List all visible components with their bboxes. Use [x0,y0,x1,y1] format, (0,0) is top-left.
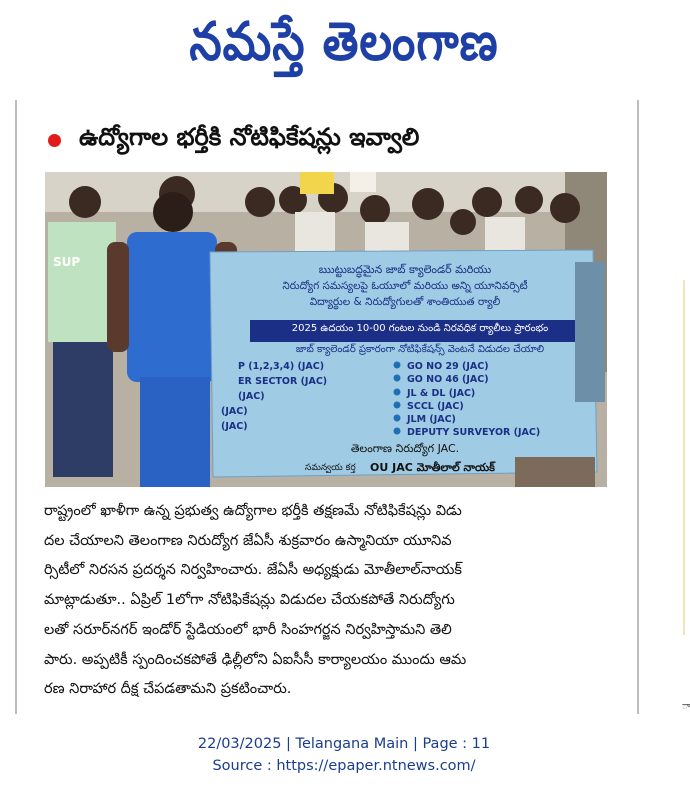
banner-left-item: (JAC) [238,391,265,402]
banner-footer-1: తెలంగాణ నిరుద్యోగ JAC. [350,442,460,455]
banner-line-3: విద్యార్థుల & నిరుద్యోగులతో శాంతియుత ర్యాలీ [309,296,501,308]
body-line: దల చేయాలని తెలంగాణ నిరుద్యోగ జేఏసీ శుక్రవారం ఉస్మానియా యూనివ [44,532,452,549]
banner-right-item: SCCL (JAC) [407,401,464,412]
banner-left-item: (JAC) [221,421,248,432]
banner-right-item: GO NO 29 (JAC) [407,361,489,372]
banner-left-item: ER SECTOR (JAC) [238,376,328,387]
banner-left-item: (JAC) [221,406,248,417]
banner-footer-2-prefix: సమన్వయ కర్త [305,463,356,473]
protest-photo [45,172,607,487]
banner-line-2: నిరుద్యోగ సమస్యలపై ఓయూలో మరియు అన్ని యూనివర్సిటీ [282,280,528,292]
body-line: రణ నిరాహార దీక్ష చేపడతామని ప్రకటించారు. [44,681,292,698]
red-bullet-icon [48,134,61,147]
banner-right-item: JL & DL (JAC) [407,388,476,399]
masthead-title: నమస్తే తెలంగాణ [189,10,499,73]
banner-right-item: DEPUTY SURVEYOR (JAC) [407,427,541,438]
article-headline: ఉద్యోగాల భర్తీకి నోటిఫికేషన్లు ఇవ్వాలి [79,123,420,151]
banner-right-item: JLM (JAC) [407,414,456,425]
body-line: రాష్ట్రంలో ఖాళీగా ఉన్న ప్రభుత్వ ఉద్యోగాల భర్తీకి తక్షణమే నోటిఫికేషన్లు విడు [44,503,462,519]
headline-row [48,120,608,160]
side-mark: ా [682,701,690,712]
banner-left-item: P (1,2,3,4) (JAC) [238,361,325,372]
shirt-text: SUP [53,255,81,269]
masthead [0,0,688,96]
body-line: పారు. అప్పటికీ స్పందించకపోతే ఢిల్లీలోని ఏఐసీసీ కార్యాలయం ముందు ఆమ [44,651,467,668]
banner-right-item: GO NO 46 (JAC) [407,374,489,385]
banner-footer-2: OU JAC మోతీలాల్ నాయక్ [370,461,495,474]
body-line: ర్సిటీలో నిరసన ప్రదర్శన నిర్వహించారు. జేఏసీ అధ్యక్షుడు మోతీలాల్‌నాయక్ [44,562,462,579]
banner-line-4: 2025 ఉదయం 10-00 గంటల నుండి నిరవధిక ర్యాలీలు ప్రారంభం [291,323,549,334]
article-body [44,497,612,705]
footer-edition-info: 22/03/2025 | Telangana Main | Page : 11 [197,736,491,752]
page-footer [0,733,688,777]
body-line: లతో సరూర్‌నగర్ ఇండోర్ స్టేడియంలో భారీ సింహగర్జన నిర్వహిస్తామని తెలి [44,621,452,638]
body-line: మాట్లాడుతూ.. ఏప్రిల్ 1లోగా నోటిఫికేషన్లు విడుదల చేయకపోతే నిరుద్యోగు [44,592,455,609]
banner-line-5: జాబ్ క్యాలెండర్ ప్రకారంగా నోటిఫికేషన్స్ వెంటనే విడుదల చేయాలి [295,344,545,355]
side-divider [683,280,685,635]
footer-source[interactable]: Source : https://epaper.ntnews.com/ [212,758,476,774]
protest-photo-illustration [45,172,607,487]
banner-line-1: ఋట్టుబద్ధమైన జాబ్ క్యాలెండర్ మరియు [318,263,492,276]
